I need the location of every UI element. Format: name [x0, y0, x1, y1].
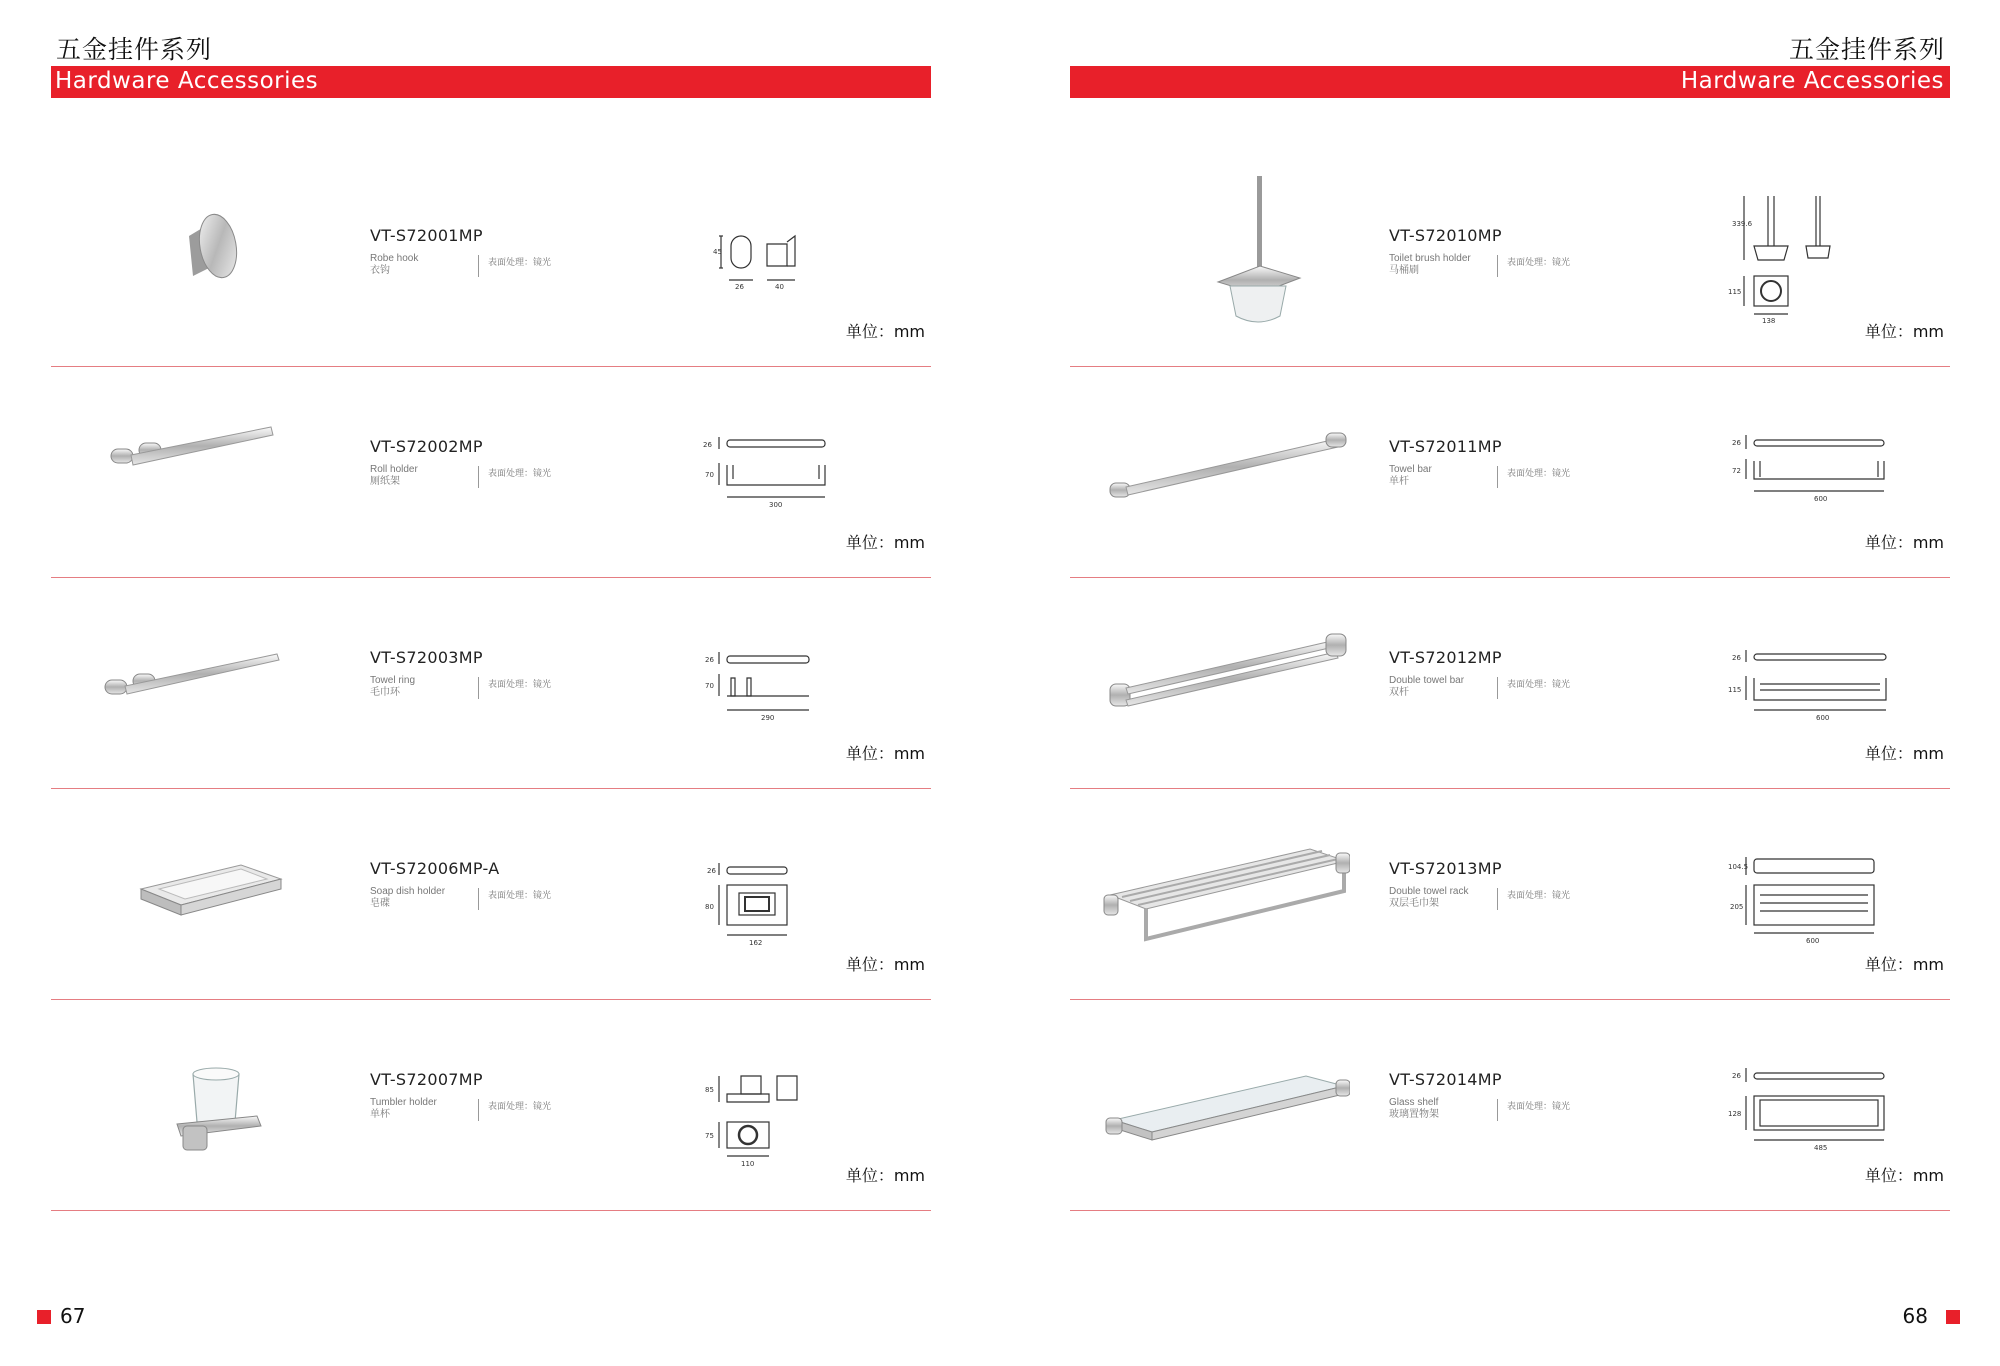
product-name-cn: 单杯	[370, 1109, 390, 1120]
product-model: VT-S72001MP	[370, 226, 483, 245]
unit-label: 单位：mm	[1864, 955, 1944, 974]
product-row	[1070, 367, 1950, 578]
product-model: VT-S72013MP	[1389, 859, 1502, 878]
dimension-label: 26	[1732, 439, 1741, 447]
dimension-label: 85	[705, 1086, 714, 1094]
product-finish: 表面处理：镜光	[488, 680, 552, 690]
product-model: VT-S72007MP	[370, 1070, 483, 1089]
unit-label: 单位：mm	[845, 533, 925, 552]
dimension-label: 339.6	[1732, 220, 1753, 228]
divider	[1497, 677, 1498, 699]
product-name-en: Double towel rack	[1389, 886, 1469, 897]
product-finish: 表面处理：镜光	[1507, 1102, 1571, 1112]
product-name-cn: 厕纸架	[370, 476, 400, 487]
unit-label: 单位：mm	[845, 744, 925, 763]
dimension-label: 104.5	[1728, 863, 1749, 871]
unit-label: 单位：mm	[1864, 533, 1944, 552]
dimension-label: 80	[705, 903, 714, 911]
product-name-en: Robe hook	[370, 253, 419, 264]
product-model: VT-S72010MP	[1389, 226, 1502, 245]
dimension-label: 72	[1732, 467, 1741, 475]
product-name-en: Glass shelf	[1389, 1097, 1439, 1108]
dimension-label: 600	[1816, 714, 1830, 722]
product-row	[1070, 1000, 1950, 1211]
dimension-label: 290	[761, 714, 775, 722]
dimension-label: 110	[741, 1160, 755, 1168]
product-finish: 表面处理：镜光	[1507, 680, 1571, 690]
double-towel-bar-icon	[1100, 588, 1350, 773]
divider	[478, 1099, 479, 1121]
roll-holder-icon	[81, 377, 331, 562]
product-name-cn: 玻璃置物架	[1389, 1109, 1439, 1120]
product-name-cn: 皂碟	[370, 898, 390, 909]
product-finish: 表面处理：镜光	[1507, 258, 1571, 268]
product-row	[1070, 578, 1950, 789]
product-finish: 表面处理：镜光	[1507, 469, 1571, 479]
dimension-label: 45	[713, 248, 722, 256]
robe-hook-icon	[81, 166, 331, 351]
series-title-cn: 五金挂件系列	[56, 35, 213, 64]
tumbler-holder-icon	[81, 1010, 331, 1195]
dimension-label: 300	[769, 501, 783, 509]
product-finish: 表面处理：镜光	[488, 469, 552, 479]
product-name-en: Roll holder	[370, 464, 418, 475]
product-model: VT-S72003MP	[370, 648, 483, 667]
product-model: VT-S72006MP-A	[370, 859, 500, 878]
dimension-label: 75	[705, 1132, 714, 1140]
product-row	[51, 1000, 931, 1211]
page-marker-square	[37, 1310, 51, 1324]
product-model: VT-S72011MP	[1389, 437, 1502, 456]
product-name-cn: 双杆	[1389, 687, 1409, 698]
product-model: VT-S72002MP	[370, 437, 483, 456]
page-number: 68	[1902, 1304, 1928, 1328]
dimension-label: 115	[1728, 288, 1742, 296]
right-page	[1000, 0, 2000, 1366]
product-model: VT-S72014MP	[1389, 1070, 1502, 1089]
dimension-label: 26	[1732, 1072, 1741, 1080]
unit-label: 单位：mm	[845, 322, 925, 341]
divider	[478, 466, 479, 488]
product-finish: 表面处理：镜光	[488, 891, 552, 901]
divider	[478, 888, 479, 910]
product-name-cn: 马桶刷	[1389, 265, 1419, 276]
dimension-label: 128	[1728, 1110, 1742, 1118]
product-model: VT-S72012MP	[1389, 648, 1502, 667]
dimension-label: 205	[1730, 903, 1744, 911]
unit-label: 单位：mm	[1864, 744, 1944, 763]
dimension-label: 26	[703, 441, 712, 449]
page-marker-square	[1946, 1310, 1960, 1324]
product-row	[51, 156, 931, 367]
towel-bar-icon	[1100, 377, 1350, 562]
product-name-en: Double towel bar	[1389, 675, 1465, 686]
page-number: 67	[60, 1304, 86, 1328]
divider	[1497, 255, 1498, 277]
dimension-label: 26	[707, 867, 716, 875]
banner-title: Hardware Accessories	[55, 68, 319, 94]
product-name-en: Soap dish holder	[370, 886, 446, 897]
toilet-brush-holder-icon	[1100, 166, 1350, 351]
product-finish: 表面处理：镜光	[488, 258, 552, 268]
dimension-label: 115	[1728, 686, 1742, 694]
unit-label: 单位：mm	[845, 1166, 925, 1185]
product-row	[51, 789, 931, 1000]
dimension-label: 485	[1814, 1144, 1828, 1152]
dimension-label: 26	[1732, 654, 1741, 662]
product-name-en: Tumbler holder	[370, 1097, 437, 1108]
divider	[478, 255, 479, 277]
unit-label: 单位：mm	[1864, 322, 1944, 341]
product-name-cn: 衣钩	[370, 265, 390, 276]
divider	[1497, 1099, 1498, 1121]
product-finish: 表面处理：镜光	[488, 1102, 552, 1112]
unit-label: 单位：mm	[845, 955, 925, 974]
product-row	[51, 578, 931, 789]
divider	[1497, 888, 1498, 910]
double-towel-rack-icon	[1100, 799, 1350, 984]
product-row	[1070, 156, 1950, 367]
divider	[478, 677, 479, 699]
divider	[1497, 466, 1498, 488]
glass-shelf-icon	[1100, 1010, 1350, 1195]
dimension-label: 162	[749, 939, 763, 947]
product-finish: 表面处理：镜光	[1507, 891, 1571, 901]
product-name-cn: 单杆	[1389, 476, 1409, 487]
product-row	[51, 367, 931, 578]
towel-ring-icon	[81, 588, 331, 773]
product-name-cn: 双层毛巾架	[1389, 898, 1439, 909]
dimension-label: 600	[1814, 495, 1828, 503]
dimension-label: 70	[705, 682, 714, 690]
product-name-en: Toilet brush holder	[1389, 253, 1471, 264]
unit-label: 单位：mm	[1864, 1166, 1944, 1185]
product-row	[1070, 789, 1950, 1000]
dimension-label: 138	[1762, 317, 1776, 325]
dimension-label: 26	[705, 656, 714, 664]
dimension-label: 70	[705, 471, 714, 479]
row-divider	[51, 1210, 931, 1211]
row-divider	[1070, 1210, 1950, 1211]
banner-title: Hardware Accessories	[1680, 68, 1944, 94]
section-banner	[1070, 66, 1950, 98]
product-name-cn: 毛巾环	[370, 687, 400, 698]
dimension-label: 26	[735, 283, 744, 291]
soap-dish-icon	[81, 799, 331, 984]
dimension-label: 600	[1806, 937, 1820, 945]
section-banner	[51, 66, 931, 98]
product-name-en: Towel ring	[370, 675, 416, 686]
dimension-label: 40	[775, 283, 784, 291]
product-name-en: Towel bar	[1389, 464, 1432, 475]
series-title-cn: 五金挂件系列	[1788, 35, 1945, 64]
